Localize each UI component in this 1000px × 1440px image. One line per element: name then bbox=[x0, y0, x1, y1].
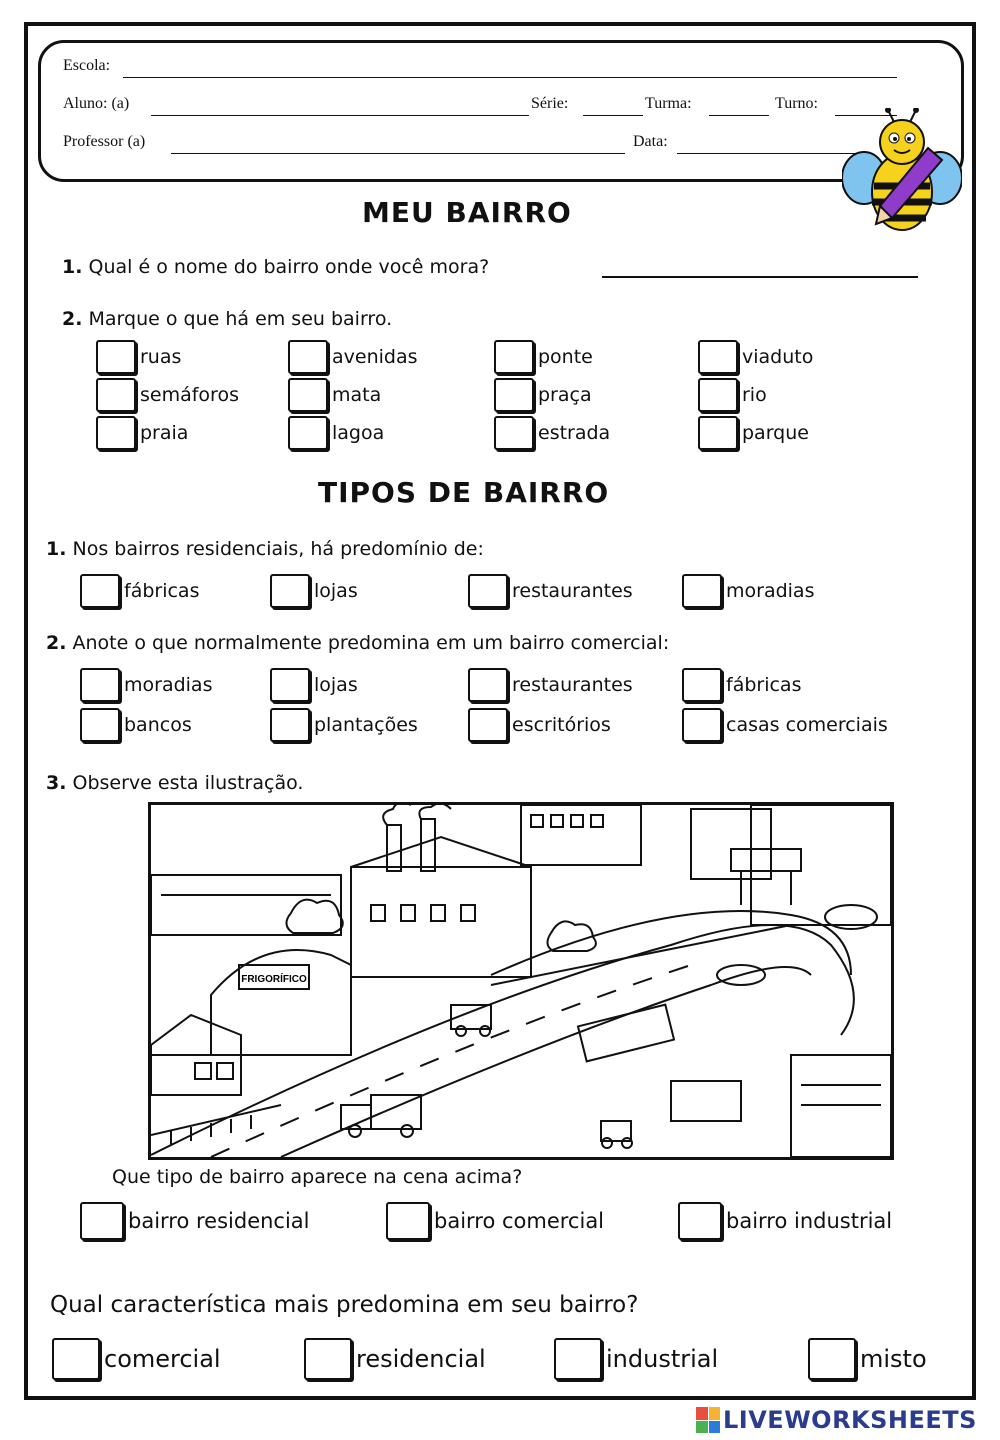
option-ponte[interactable] bbox=[494, 340, 593, 374]
final-question: Qual característica mais predomina em seu bairro? bbox=[50, 1292, 639, 1318]
option-label: bairro residencial bbox=[128, 1209, 310, 1233]
mark-square bbox=[696, 1421, 708, 1434]
question-2-marque bbox=[62, 308, 392, 330]
option-estrada[interactable] bbox=[494, 416, 610, 450]
title-meu-bairro: MEU BAIRRO bbox=[362, 196, 572, 229]
option-industrial[interactable] bbox=[554, 1338, 718, 1380]
checkbox[interactable] bbox=[52, 1338, 100, 1380]
question-2-comercial bbox=[46, 632, 669, 654]
option-label: residencial bbox=[356, 1345, 486, 1373]
option-label: moradias bbox=[124, 674, 213, 696]
checkbox[interactable] bbox=[698, 416, 738, 450]
mark-square bbox=[709, 1421, 721, 1434]
option-label: bairro comercial bbox=[434, 1209, 605, 1233]
option-label: parque bbox=[742, 422, 809, 444]
title-tipos-de-bairro: TIPOS DE BAIRRO bbox=[318, 476, 610, 509]
aluno-field[interactable] bbox=[151, 115, 529, 116]
option-label: praça bbox=[538, 384, 592, 406]
question-3-observe bbox=[46, 772, 303, 794]
option-moradias-2[interactable] bbox=[80, 668, 212, 702]
checkbox[interactable] bbox=[80, 1202, 124, 1240]
option-ruas[interactable] bbox=[96, 340, 181, 374]
bairro-name-answer-line[interactable] bbox=[602, 276, 918, 278]
option-fabricas-2[interactable] bbox=[682, 668, 801, 702]
escola-label: Escola: bbox=[63, 57, 111, 74]
option-label: plantações bbox=[314, 714, 418, 736]
escola-row bbox=[63, 57, 923, 81]
professor-field[interactable] bbox=[171, 153, 625, 154]
checkbox[interactable] bbox=[304, 1338, 352, 1380]
aluno-row bbox=[63, 95, 943, 119]
option-label: estrada bbox=[538, 422, 611, 444]
question-number: 1. bbox=[46, 538, 67, 560]
mark-square bbox=[696, 1407, 708, 1420]
checkbox[interactable] bbox=[494, 340, 534, 374]
option-lojas[interactable] bbox=[270, 574, 358, 608]
serie-label: Série: bbox=[531, 95, 569, 112]
checkbox[interactable] bbox=[386, 1202, 430, 1240]
option-mata[interactable] bbox=[288, 378, 381, 412]
option-label: praia bbox=[140, 422, 189, 444]
mark-square bbox=[709, 1407, 721, 1420]
question-text: Anote o que normalmente predomina em um bairro comercial: bbox=[72, 632, 670, 654]
option-restaurantes[interactable] bbox=[468, 574, 633, 608]
option-label: fábricas bbox=[124, 580, 200, 602]
option-praca[interactable] bbox=[494, 378, 592, 412]
checkbox[interactable] bbox=[96, 378, 136, 412]
option-label: comercial bbox=[104, 1345, 221, 1373]
question-text: Nos bairros residenciais, há predomínio de: bbox=[72, 538, 484, 560]
bee-mascot-icon bbox=[842, 108, 962, 238]
option-label: viaduto bbox=[742, 346, 814, 368]
option-label: ponte bbox=[538, 346, 593, 368]
serie-field[interactable] bbox=[583, 115, 643, 116]
option-bairro-comercial[interactable] bbox=[386, 1202, 604, 1240]
option-label: lagoa bbox=[332, 422, 385, 444]
option-label: misto bbox=[860, 1345, 927, 1373]
checkbox[interactable] bbox=[682, 668, 722, 702]
question-number: 2. bbox=[62, 308, 83, 330]
checkbox[interactable] bbox=[698, 378, 738, 412]
option-plantacoes[interactable] bbox=[270, 708, 418, 742]
checkbox[interactable] bbox=[80, 708, 120, 742]
turma-field[interactable] bbox=[709, 115, 769, 116]
question-number: 3. bbox=[46, 772, 67, 794]
option-lagoa[interactable] bbox=[288, 416, 384, 450]
professor-row bbox=[63, 133, 943, 157]
checkbox[interactable] bbox=[682, 574, 722, 608]
checkbox[interactable] bbox=[80, 574, 120, 608]
illustration-drawing bbox=[151, 805, 891, 1157]
checkbox[interactable] bbox=[270, 708, 310, 742]
option-label: restaurantes bbox=[512, 674, 633, 696]
data-label: Data: bbox=[633, 133, 668, 150]
option-praia[interactable] bbox=[96, 416, 188, 450]
option-label: lojas bbox=[314, 674, 358, 696]
option-label: casas comerciais bbox=[726, 714, 888, 736]
option-label: industrial bbox=[606, 1345, 719, 1373]
option-moradias[interactable] bbox=[682, 574, 814, 608]
liveworksheets-logo bbox=[696, 1404, 977, 1436]
question-text: Marque o que há em seu bairro. bbox=[88, 308, 393, 330]
option-label: mata bbox=[332, 384, 382, 406]
checkbox[interactable] bbox=[494, 378, 534, 412]
checkbox[interactable] bbox=[96, 340, 136, 374]
option-label: restaurantes bbox=[512, 580, 633, 602]
escola-field[interactable] bbox=[123, 77, 897, 78]
checkbox[interactable] bbox=[80, 668, 120, 702]
question-number: 1. bbox=[62, 256, 83, 278]
option-label: moradias bbox=[726, 580, 815, 602]
option-label: bancos bbox=[124, 714, 192, 736]
checkbox[interactable] bbox=[270, 574, 310, 608]
checkbox[interactable] bbox=[96, 416, 136, 450]
warehouse-sign-text: FRIGORÍFICO bbox=[241, 974, 307, 985]
checkbox[interactable] bbox=[554, 1338, 602, 1380]
option-bairro-residencial[interactable] bbox=[80, 1202, 310, 1240]
question-number: 2. bbox=[46, 632, 67, 654]
checkbox[interactable] bbox=[678, 1202, 722, 1240]
checkbox[interactable] bbox=[682, 708, 722, 742]
option-label: semáforos bbox=[140, 384, 239, 406]
option-bairro-industrial[interactable] bbox=[678, 1202, 892, 1240]
option-label: escritórios bbox=[512, 714, 611, 736]
checkbox[interactable] bbox=[808, 1338, 856, 1380]
option-lojas-2[interactable] bbox=[270, 668, 358, 702]
question-text: Qual é o nome do bairro onde você mora? bbox=[88, 256, 490, 278]
option-fabricas[interactable] bbox=[80, 574, 199, 608]
aluno-label: Aluno: (a) bbox=[63, 95, 130, 112]
option-misto[interactable] bbox=[808, 1338, 927, 1380]
professor-label: Professor (a) bbox=[63, 133, 146, 150]
question-text: Observe esta ilustração. bbox=[72, 772, 304, 794]
option-label: ruas bbox=[140, 346, 182, 368]
option-residencial[interactable] bbox=[304, 1338, 486, 1380]
checkbox[interactable] bbox=[288, 416, 328, 450]
option-bancos[interactable] bbox=[80, 708, 192, 742]
checkbox[interactable] bbox=[288, 340, 328, 374]
checkbox[interactable] bbox=[468, 708, 508, 742]
brand-name: LIVEWORKSHEETS bbox=[723, 1406, 977, 1434]
option-restaurantes-2[interactable] bbox=[468, 668, 633, 702]
checkbox[interactable] bbox=[288, 378, 328, 412]
industrial-neighborhood-illustration bbox=[148, 802, 894, 1160]
checkbox[interactable] bbox=[494, 416, 534, 450]
worksheet bbox=[24, 22, 976, 1400]
turma-label: Turma: bbox=[645, 95, 692, 112]
checkbox[interactable] bbox=[468, 668, 508, 702]
checkbox[interactable] bbox=[468, 574, 508, 608]
option-label: bairro industrial bbox=[726, 1209, 893, 1233]
liveworksheets-mark-icon bbox=[696, 1407, 720, 1433]
option-escritorios[interactable] bbox=[468, 708, 611, 742]
question-3-sub: Que tipo de bairro aparece na cena acima? bbox=[112, 1166, 523, 1188]
option-avenidas[interactable] bbox=[288, 340, 418, 374]
student-info-box bbox=[38, 40, 964, 182]
option-rio[interactable] bbox=[698, 378, 767, 412]
option-label: lojas bbox=[314, 580, 358, 602]
question-1-residenciais bbox=[46, 538, 484, 560]
checkbox[interactable] bbox=[698, 340, 738, 374]
option-comercial[interactable] bbox=[52, 1338, 221, 1380]
turno-label: Turno: bbox=[775, 95, 818, 112]
option-viaduto[interactable] bbox=[698, 340, 813, 374]
option-parque[interactable] bbox=[698, 416, 809, 450]
option-semaforos[interactable] bbox=[96, 378, 239, 412]
data-field[interactable] bbox=[677, 153, 857, 154]
option-label: fábricas bbox=[726, 674, 802, 696]
option-casas-comerciais[interactable] bbox=[682, 708, 888, 742]
option-label: rio bbox=[742, 384, 767, 406]
option-label: avenidas bbox=[332, 346, 418, 368]
checkbox[interactable] bbox=[270, 668, 310, 702]
question-1-nome-bairro bbox=[62, 256, 489, 278]
